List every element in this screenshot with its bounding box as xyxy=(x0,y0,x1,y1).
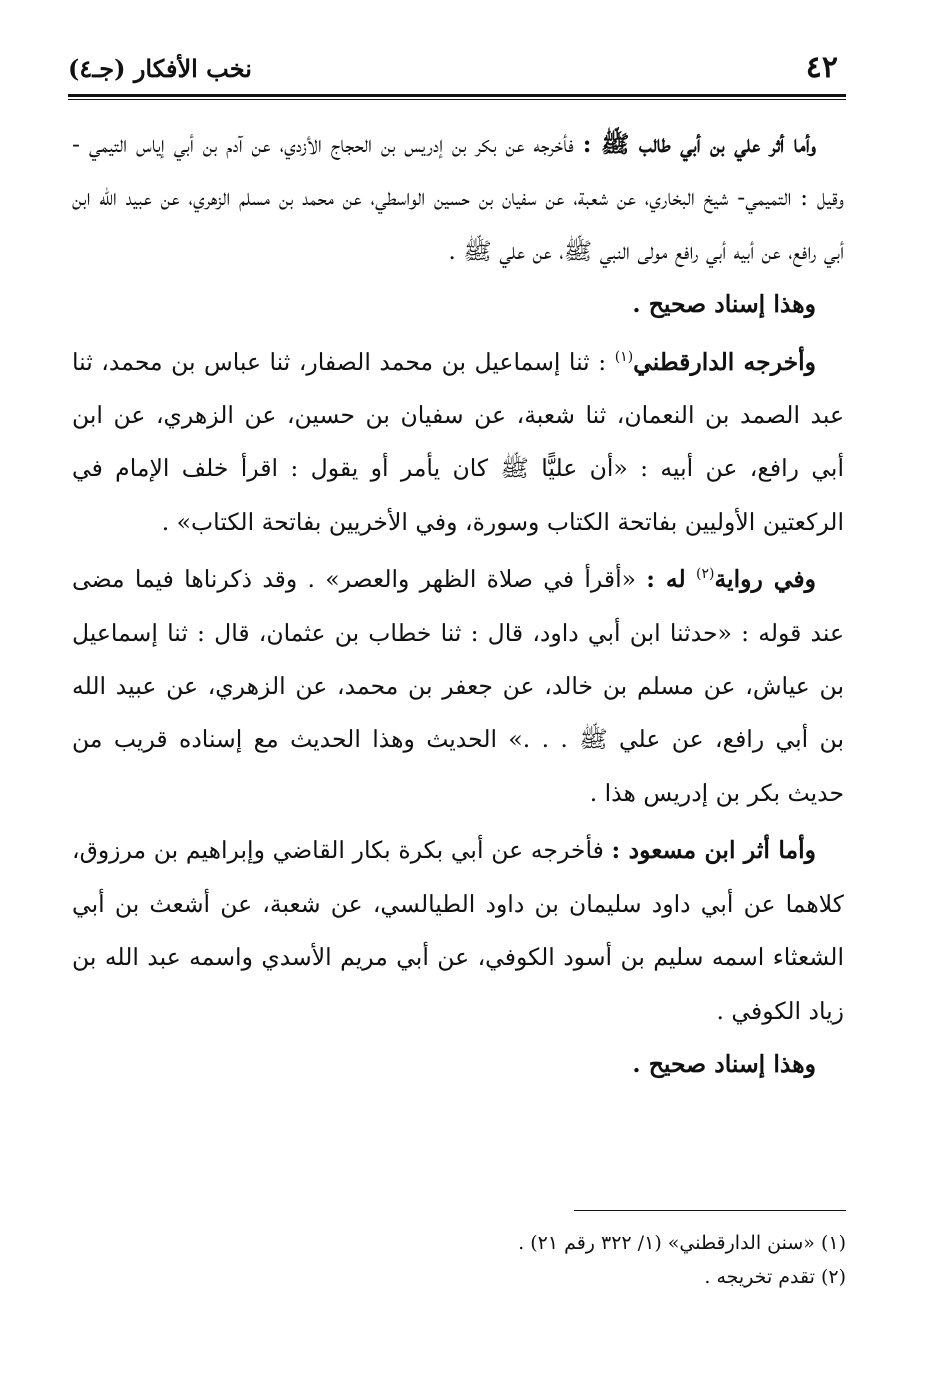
paragraph-lead: وفي رواية xyxy=(714,565,816,594)
paragraph-lead-2: له : xyxy=(646,565,686,594)
page-number: ٤٢ xyxy=(805,50,838,85)
paragraph-text: «أقرأ في صلاة الظهر والعصر» . وقد ذكرناها فيما مضى عند قوله : «حدثنا ابن أبي داود، قال : ثنا خطاب بن عثمان، قال : ثنا إسماعيل بن عياش، عن مسلم بن خالد، عن جعفر بن محمد، عن الزهري، عن عبيد الله بن أبي رافع، عن علي ﷺ . . .» الحديث وهذا الحديث مع إسناده قريب من حديث بكر بن إدريس هذا . xyxy=(72,565,844,807)
verdict-text: وهذا إسناد صحيح . xyxy=(632,290,816,319)
footnotes xyxy=(86,1226,846,1294)
paragraph-ibn-masud xyxy=(72,824,844,1038)
page-header xyxy=(68,48,846,92)
footnote-mark: (٢) xyxy=(695,566,715,583)
footnote-rule xyxy=(574,1210,846,1211)
main-text xyxy=(72,118,844,1091)
paragraph-text: فأخرجه عن بكر بن إدريس بن الحجاج الأزدي، عن آدم بن أبي إياس التيمي - وقيل : التميمي- شيخ البخاري، عن شعبة، عن سفيان بن حسين الواسطي، عن محمد بن مسلم الزهري، عن عبيد الله ابن أبي رافع، عن أبيه أبي رافع مولى النبي ﷺ، عن علي ﷺ . xyxy=(72,130,844,265)
paragraph-verdict xyxy=(72,278,844,331)
paragraph-daraqutni xyxy=(72,336,844,550)
running-title: نخب الأفكار (جـ٤) xyxy=(68,54,252,83)
paragraph-lead: وأما أثر ابن مسعود : xyxy=(611,836,816,865)
paragraph-riwaya xyxy=(72,553,844,820)
footnote-mark: (١) xyxy=(614,348,634,365)
paragraph-verdict-2 xyxy=(72,1038,844,1091)
paragraph-ali xyxy=(72,118,844,278)
paragraph-lead: وأما أثر علي بن أبي طالب ﷺ : xyxy=(582,130,816,158)
paragraph-text: فأخرجه عن أبي بكرة بكار القاضي وإبراهيم بن مرزوق، كلاهما عن أبي داود سليمان بن داود الطيالسي، عن شعبة، عن أشعث بن أبي الشعثاء اسمه سليم بن أسود الكوفي، عن أبي مريم الأسدي واسمه عبد الله بن زياد الكوفي . xyxy=(72,836,844,1025)
footnote-2: (٢) تقدم تخريجه . xyxy=(704,1266,846,1288)
paragraph-lead: وأخرجه الدارقطني xyxy=(633,347,816,376)
footnote-1: (١) «سنن الدارقطني» (١/ ٣٢٢ رقم ٢١) . xyxy=(518,1232,846,1254)
paragraph-text: : ثنا إسماعيل بن محمد الصفار، ثنا عباس بن محمد، ثنا عبد الصمد بن النعمان، ثنا شعبة، عن سفيان بن حسين، عن الزهري، عن ابن أبي رافع، عن أبيه : «أن عليًّا ﷺ كان يأمر أو يقول : اقرأ خلف الإمام في الركعتين الأوليين بفاتحة الكتاب وسورة، وفي الأخريين بفاتحة الكتاب» . xyxy=(72,347,844,536)
header-rule-thin xyxy=(68,99,846,100)
verdict-text: وهذا إسناد صحيح . xyxy=(632,1049,816,1078)
header-rule xyxy=(68,94,846,97)
